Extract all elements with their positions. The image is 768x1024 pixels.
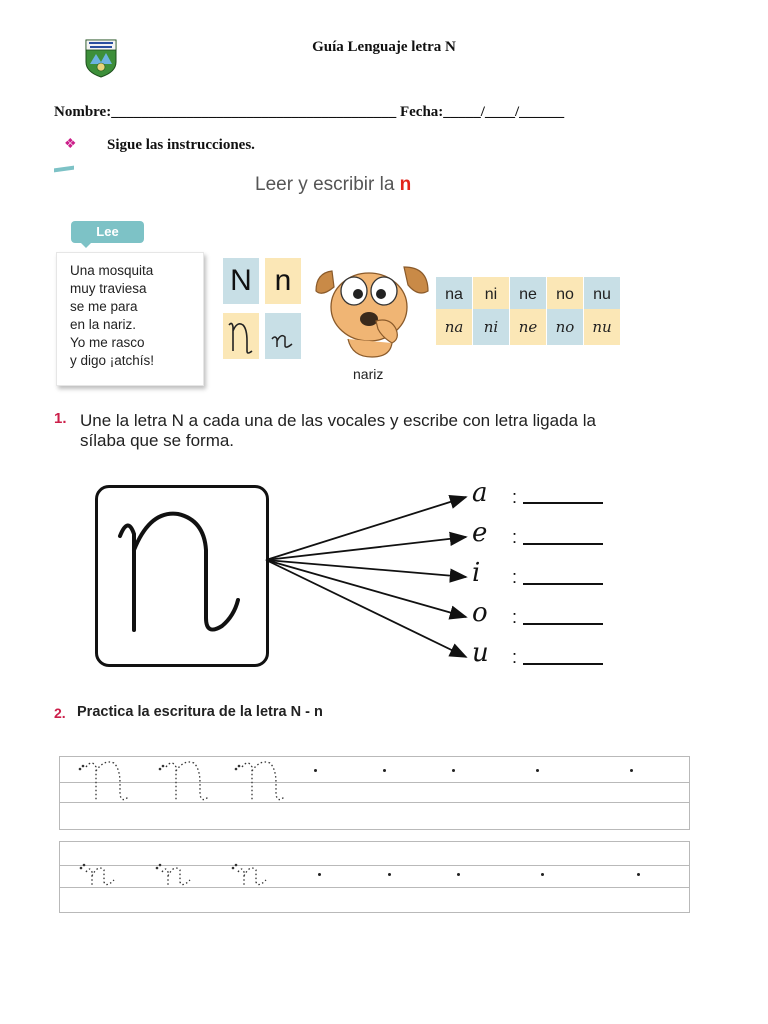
- syllable-cursive: nu: [584, 309, 620, 345]
- poem-line: Yo me rasco: [70, 335, 145, 350]
- start-dot: [541, 873, 544, 876]
- vowel-colon: :: [512, 527, 518, 547]
- vowel-colon: :: [512, 567, 518, 587]
- vowel-colon: :: [512, 487, 518, 507]
- vowel-i: i: [472, 558, 481, 588]
- answer-line-o[interactable]: [523, 623, 603, 625]
- vowel-a: a: [472, 478, 488, 508]
- start-dot: [388, 873, 391, 876]
- section-ribbon: [54, 166, 74, 173]
- poem-line: se me para: [70, 299, 138, 314]
- exercise1-instruction: Une la letra N a cada una de las vocales y escribe con letra ligada la sílaba que se forma.: [80, 411, 596, 450]
- cursive-upper-n-icon: [223, 313, 259, 359]
- practice-band-upper[interactable]: [59, 756, 690, 830]
- poem-line: Una mosquita: [70, 263, 154, 278]
- poem-line: y digo ¡atchís!: [70, 353, 155, 368]
- reading-title: [255, 174, 411, 196]
- letter-lower-print: n: [265, 258, 301, 304]
- dotted-lower-n-traces: [76, 856, 306, 890]
- start-dot: [452, 769, 455, 772]
- answer-line-u[interactable]: [523, 663, 603, 665]
- lee-tag: Lee: [71, 221, 144, 243]
- exercise2-number: 2.: [54, 705, 66, 721]
- letter-upper-print: N: [223, 258, 259, 304]
- vowel-u: u: [472, 638, 489, 668]
- big-letter-box: [95, 485, 269, 667]
- bullet-icon: ❖: [64, 137, 77, 152]
- start-dot: [383, 769, 386, 772]
- name-date-line: Nombre:______________________________________ Fecha:_____/____/______: [54, 104, 565, 120]
- page-title: Guía Lenguaje letra N: [312, 39, 456, 55]
- syllable-print: nu: [584, 277, 620, 313]
- exercise1-number: 1.: [54, 410, 67, 427]
- lee-tag-tip: [80, 242, 92, 248]
- syllable-cursive: ni: [473, 309, 509, 345]
- letter-lower-cursive: [265, 313, 301, 359]
- syllable-cursive: no: [547, 309, 583, 345]
- vowel-o: o: [472, 598, 488, 628]
- dotted-upper-n-traces: [74, 757, 304, 805]
- answer-line-a[interactable]: [523, 502, 603, 504]
- vowel-colon: :: [512, 647, 518, 667]
- vowel-e: e: [472, 518, 488, 548]
- start-dot: [536, 769, 539, 772]
- poem-line: muy traviesa: [70, 281, 147, 296]
- connection-arrows: [262, 480, 482, 670]
- dog-illustration: [312, 257, 432, 361]
- syllable-print: ne: [510, 277, 546, 313]
- poem-line: en la nariz.: [70, 317, 137, 332]
- cursive-lower-n-icon: [265, 313, 301, 359]
- syllable-print: no: [547, 277, 583, 313]
- answer-line-i[interactable]: [523, 583, 603, 585]
- reading-title-letter: n: [399, 174, 412, 195]
- start-dot: [630, 769, 633, 772]
- start-dot: [457, 873, 460, 876]
- cursive-big-n-icon: [98, 488, 266, 664]
- exercise2-instruction: Practica la escritura de la letra N - n: [77, 704, 323, 720]
- syllable-cursive: ne: [510, 309, 546, 345]
- syllable-cursive: na: [436, 309, 472, 345]
- syllable-print: na: [436, 277, 472, 313]
- vowel-colon: :: [512, 607, 518, 627]
- letter-upper-cursive: [223, 313, 259, 359]
- start-dot: [314, 769, 317, 772]
- syllable-print: ni: [473, 277, 509, 313]
- answer-line-e[interactable]: [523, 543, 603, 545]
- start-dot: [318, 873, 321, 876]
- start-dot: [637, 873, 640, 876]
- image-caption: nariz: [353, 366, 384, 382]
- practice-band-lower[interactable]: [59, 841, 690, 913]
- instruction-text: Sigue las instrucciones.: [107, 137, 255, 153]
- reading-title-prefix: Leer y escribir la: [255, 174, 400, 195]
